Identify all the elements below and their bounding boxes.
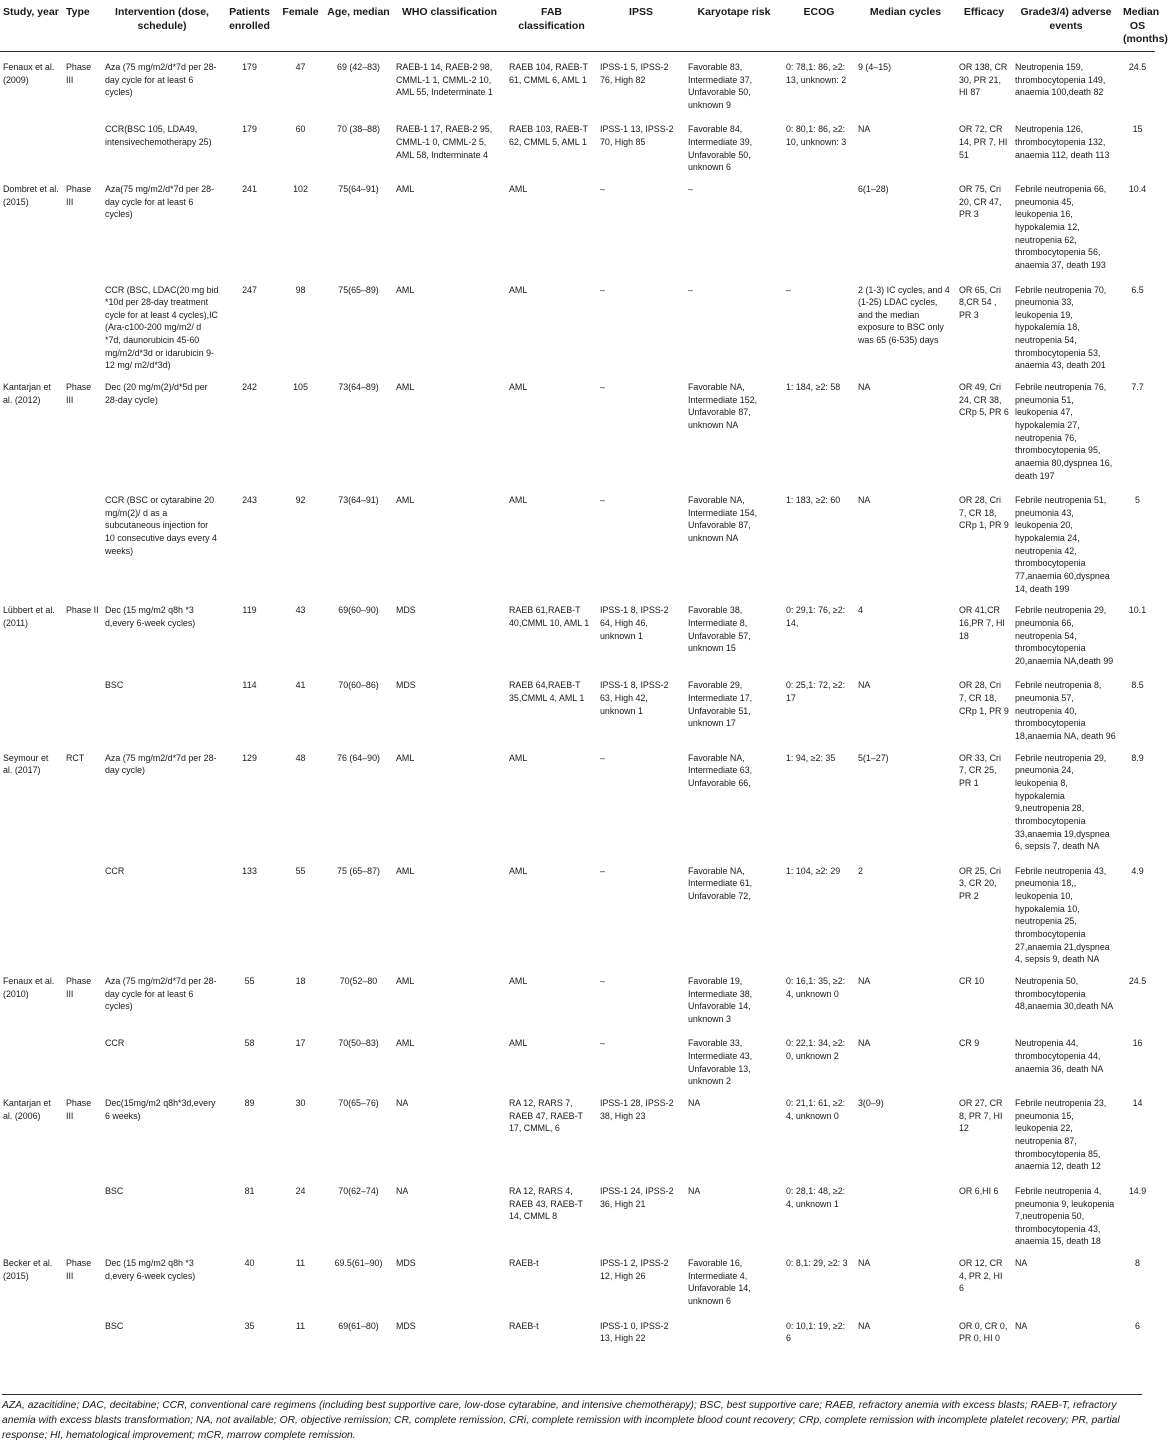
age-cell: 73(64–91)	[338, 495, 379, 506]
patients-cell: 119	[242, 605, 257, 616]
karyotype-cell: Favorable 84, Intermediate 39, Unfavorable 50, unknown 6	[688, 124, 753, 173]
cycles-cell: NA	[858, 1038, 871, 1049]
ecog-cell: 0: 28,1: 48, ≥2: 4, unknown 1	[786, 1185, 846, 1209]
intervention-cell: Dec (15 mg/m2 q8h *3 d,every 6-week cycles)	[105, 1258, 196, 1281]
header-age: Age, median	[324, 0, 393, 51]
median-os-cell: 24.5	[1128, 975, 1147, 986]
intervention-cell: CCR(BSC 105, LDA49, intensivechemotherapy 25)	[105, 124, 212, 148]
ipss-cell: –	[600, 752, 605, 763]
adverse-events-cell: NA	[1015, 1320, 1028, 1331]
fab-cell: AML	[509, 865, 528, 876]
table-row	[0, 966, 1155, 1026]
table-row	[0, 1248, 1155, 1308]
header-who: WHO classification	[393, 0, 506, 51]
median-os-cell: 10.1	[1128, 605, 1147, 616]
header-ecog: ECOG	[783, 0, 855, 51]
fab-cell: RAEB-t	[509, 1320, 539, 1331]
type-cell: RCT	[66, 752, 85, 763]
adverse-events-cell: Febrile neutropenia 76, pneumonia 51, leukopenia 47, hypokalemia 27, neutropenia 76, thrombocytopenia 95, anaemia 80,dyspnea 16, death 197	[1015, 382, 1113, 481]
patients-cell: 133	[242, 865, 257, 876]
cycles-cell: 5(1–27)	[858, 752, 889, 763]
study-cell	[0, 272, 63, 372]
intervention-cell: Aza(75 mg/m2/d*7d per 28-day cycle for at least 6 cycles)	[105, 184, 215, 220]
efficacy-cell: OR 28, Cri 7, CR 18, CRp 1, PR 9	[959, 495, 1009, 531]
ipss-cell: IPSS-1 5, IPSS-2 76, High 82	[600, 61, 669, 85]
ecog-cell: 0: 29,1: 76, ≥2: 14,	[786, 605, 846, 628]
table-row	[0, 595, 1155, 667]
intervention-cell: Dec (15 mg/m2 q8h *3 d,every 6-week cycles)	[105, 605, 196, 628]
efficacy-cell: OR 49, Cri 24, CR 38, CRp 5, PR 6	[959, 382, 1009, 418]
who-cell: AML	[396, 284, 415, 295]
header-type: Type	[63, 0, 102, 51]
age-cell: 70(65–76)	[338, 1098, 379, 1109]
header-cycles: Median cycles	[855, 0, 956, 51]
study-cell: Dombret et al. (2015)	[3, 184, 59, 207]
type-cell: Phase III	[66, 382, 92, 405]
patients-cell: 114	[242, 680, 257, 691]
type-cell	[63, 853, 102, 966]
type-cell: Phase II	[66, 605, 99, 616]
adverse-events-cell: Neutropenia 50, thrombocytopenia 48,anaemia 30,death NA	[1015, 975, 1114, 1012]
who-cell: MDS	[396, 1258, 416, 1269]
ecog-cell: 0: 10,1: 19, ≥2: 6	[786, 1320, 846, 1344]
fab-cell: AML	[509, 284, 528, 295]
study-cell	[0, 853, 63, 966]
median-os-cell: 7.7	[1131, 382, 1144, 393]
efficacy-cell: OR 41,CR 16,PR 7, HI 18	[959, 605, 1005, 641]
ecog-cell: 0: 21,1: 61, ≥2: 4, unknown 0	[786, 1098, 846, 1121]
table-body	[0, 51, 1155, 1349]
intervention-cell: BSC	[105, 1185, 124, 1196]
who-cell: NA	[396, 1185, 409, 1196]
study-cell: Seymour et al. (2017)	[3, 752, 49, 776]
fab-cell: AML	[509, 752, 528, 763]
study-cell	[0, 111, 63, 174]
header-fab: FAB classification	[506, 0, 597, 51]
who-cell: RAEB-1 17, RAEB-2 95, CMML-1 0, CMML-2 5, AML 58, Indterminate 4	[396, 124, 493, 160]
header-female: Female	[277, 0, 324, 51]
median-os-cell: 15	[1132, 124, 1143, 135]
karyotype-cell: NA	[688, 1098, 701, 1109]
age-cell: 73(64–89)	[338, 382, 379, 393]
cycles-cell: NA	[858, 1320, 871, 1331]
female-cell: 30	[295, 1098, 306, 1109]
median-os-cell: 14.9	[1128, 1185, 1147, 1196]
age-cell: 75 (65–87)	[337, 865, 380, 876]
fab-cell: AML	[509, 184, 528, 195]
efficacy-cell: OR 6,HI 6	[959, 1185, 999, 1196]
ecog-cell: 0: 80,1: 86, ≥2: 10, unknown: 3	[786, 124, 847, 148]
fab-cell: RAEB 104, RAEB-T 61, CMML 6, AML 1	[509, 61, 588, 85]
patients-cell: 243	[242, 495, 257, 506]
ecog-cell: 1: 94, ≥2: 35	[786, 752, 836, 763]
ecog-cell: 1: 184, ≥2: 58	[786, 382, 841, 393]
who-cell: RAEB-1 14, RAEB-2 98, CMML-1 1, CMML-2 10, AML 55, Indeterminate 1	[396, 61, 493, 98]
age-cell: 70(60–86)	[338, 680, 379, 691]
study-cell	[0, 667, 63, 742]
efficacy-cell: OR 27, CR 8, PR 7, HI 12	[959, 1098, 1003, 1134]
karyotype-cell: NA	[688, 1185, 701, 1196]
karyotype-cell	[685, 1308, 783, 1349]
female-cell: 18	[295, 975, 306, 986]
cycles-cell: NA	[858, 1258, 871, 1269]
adverse-events-cell: Febrile neutropenia 23, pneumonia 15, leukopenia 22, neutropenia 87, thrombocytopenia 85, anaemia 12, death 12	[1015, 1098, 1107, 1172]
patients-cell: 35	[244, 1320, 255, 1331]
adverse-events-cell: NA	[1015, 1258, 1028, 1269]
age-cell: 70(52–80	[339, 975, 378, 986]
ecog-cell: 0: 78,1: 86, ≥2: 13, unknown: 2	[786, 61, 847, 85]
table-row	[0, 1088, 1155, 1173]
intervention-cell: CCR (BSC, LDAC(20 mg bid *10d per 28-day treatment cycle for at least 4 cycles),IC (Ara-c100-200 mg/m2/ d *7d, daunorubicin 45-60 mg/m2/d*3d or idarubicin 9-12 mg/ m2/d*3d)	[105, 284, 219, 371]
header-intervention: Intervention (dose, schedule)	[102, 0, 222, 51]
efficacy-cell: OR 138, CR 30, PR 21, HI 87	[959, 61, 1008, 98]
median-os-cell: 24.5	[1128, 61, 1147, 72]
study-cell	[0, 482, 63, 595]
table-row	[0, 1308, 1155, 1349]
fab-cell: RAEB 61,RAEB-T 40,CMML 10, AML 1	[509, 605, 590, 628]
median-os-cell: 4.9	[1131, 865, 1144, 876]
ipss-cell: IPSS-1 8, IPSS-2 63, High 42, unknown 1	[600, 680, 669, 716]
female-cell: 17	[295, 1038, 306, 1049]
efficacy-cell: OR 12, CR 4, PR 2, HI 6	[959, 1258, 1003, 1294]
ecog-cell: 0: 8,1: 29, ≥2: 3	[786, 1258, 848, 1269]
karyotype-cell: Favorable 38, Intermediate 8, Unfavorable 57, unknown 15	[688, 605, 751, 654]
female-cell: 41	[295, 680, 306, 691]
table-row	[0, 743, 1155, 853]
intervention-cell: CCR	[105, 865, 125, 876]
fab-cell: AML	[509, 975, 528, 986]
cycles-cell: 6(1–28)	[858, 184, 889, 195]
ipss-cell: –	[600, 284, 605, 295]
ipss-cell: –	[600, 495, 605, 506]
header-patients: Patients enrolled	[222, 0, 277, 51]
female-cell: 92	[295, 495, 306, 506]
type-cell: Phase III	[66, 61, 92, 85]
fab-cell: RAEB 103, RAEB-T 62, CMML 5, AML 1	[509, 124, 588, 148]
cycles-cell: 2 (1-3) IC cycles, and 4 (1-25) LDAC cycles, and the median exposure to BSC only was 65 (6-535) days	[858, 284, 950, 346]
table-row	[0, 111, 1155, 174]
type-cell: Phase III	[66, 1098, 92, 1121]
karyotype-cell: –	[688, 184, 693, 195]
efficacy-cell: OR 72, CR 14, PR 7, HI 51	[959, 124, 1008, 160]
efficacy-cell: OR 25, Cri 3, CR 20, PR 2	[959, 865, 1001, 902]
study-cell: Fenaux et al. (2010)	[3, 975, 55, 999]
header-study: Study, year	[0, 0, 63, 51]
type-cell	[63, 1308, 102, 1349]
patients-cell: 179	[242, 61, 257, 72]
intervention-cell: Aza (75 mg/m2/d*7d per 28-day cycle for at least 6 cycles)	[105, 975, 217, 1012]
who-cell: AML	[396, 1038, 415, 1049]
patients-cell: 81	[244, 1185, 255, 1196]
efficacy-cell: OR 75, Cri 20, CR 47, PR 3	[959, 184, 1002, 220]
ecog-cell: 1: 183, ≥2: 60	[786, 495, 841, 506]
patients-cell: 179	[242, 124, 257, 135]
ecog-cell: –	[786, 284, 791, 295]
median-os-cell: 6	[1135, 1320, 1140, 1331]
type-cell	[63, 272, 102, 372]
type-cell: Phase III	[66, 184, 92, 207]
female-cell: 55	[295, 865, 306, 876]
karyotype-cell: Favorable NA, Intermediate 63, Unfavorable 66,	[688, 752, 753, 788]
cycles-cell: NA	[858, 124, 871, 135]
type-cell	[63, 1173, 102, 1248]
who-cell: AML	[396, 495, 415, 506]
age-cell: 69(60–90)	[338, 605, 379, 616]
cycles-cell: NA	[858, 680, 871, 691]
patients-cell: 247	[242, 284, 257, 295]
intervention-cell: Dec(15mg/m2 q8h*3d,every 6 weeks)	[105, 1098, 216, 1121]
adverse-events-cell: Neutropenia 126, thrombocytopenia 132, anaemia 112, death 113	[1015, 124, 1110, 160]
who-cell: MDS	[396, 1320, 416, 1331]
adverse-events-cell: Febrile neutropenia 29, pneumonia 66, neutropenia 54, thrombocytopenia 20,anaemia NA,death 99	[1015, 605, 1114, 666]
adverse-events-cell: Febrile neutropenia 29, pneumonia 24, leukopenia 8, hypokalemia 9,neutropenia 28, thrombocytopenia 33,anaemia 19,dyspnea 6, sepsis 7, death NA	[1015, 752, 1110, 852]
ipss-cell: IPSS-1 13, IPSS-2 70, High 85	[600, 124, 674, 148]
who-cell: MDS	[396, 605, 416, 616]
intervention-cell: Dec (20 mg/m(2)/d*5d per 28-day cycle)	[105, 382, 208, 405]
patients-cell: 129	[242, 752, 257, 763]
female-cell: 24	[295, 1185, 306, 1196]
karyotype-cell: Favorable 19, Intermediate 38, Unfavorable 14, unknown 3	[688, 975, 753, 1024]
who-cell: AML	[396, 865, 415, 876]
type-cell: Phase III	[66, 975, 92, 999]
female-cell: 98	[295, 284, 306, 295]
age-cell: 75(64–91)	[338, 184, 379, 195]
adverse-events-cell: Febrile neutropenia 70, pneumonia 33, leukopenia 19, hypokalemia 18, neutropenia 54, thrombocytopenia 53, anaemia 43, death 201	[1015, 284, 1107, 371]
who-cell: NA	[396, 1098, 409, 1109]
who-cell: MDS	[396, 680, 416, 691]
age-cell: 69.5(61–90)	[334, 1258, 383, 1269]
karyotype-cell: –	[688, 284, 693, 295]
type-cell	[63, 482, 102, 595]
intervention-cell: BSC	[105, 680, 124, 691]
karyotype-cell: Favorable NA, Intermediate 154, Unfavorable 87, unknown NA	[688, 495, 758, 544]
cycles-cell: 2	[858, 865, 863, 876]
type-cell: Phase III	[66, 1258, 92, 1281]
table-row	[0, 372, 1155, 482]
efficacy-cell: CR 10	[959, 975, 985, 986]
fab-cell: RAEB 64,RAEB-T 35,CMML 4, AML 1	[509, 680, 585, 704]
table-row	[0, 272, 1155, 372]
female-cell: 105	[293, 382, 308, 393]
age-cell: 70(50–83)	[338, 1038, 379, 1049]
fab-cell: RA 12, RARS 4, RAEB 43, RAEB-T 14, CMML 8	[509, 1185, 583, 1222]
cycles-cell	[855, 1173, 956, 1248]
intervention-cell: Aza (75 mg/m2/d*7d per 28-day cycle for at least 6 cycles)	[105, 61, 217, 98]
table-row	[0, 1173, 1155, 1248]
table-row	[0, 853, 1155, 966]
ipss-cell: IPSS-1 2, IPSS-2 12, High 26	[600, 1258, 669, 1281]
type-cell	[63, 667, 102, 742]
study-cell	[0, 1173, 63, 1248]
study-cell	[0, 1308, 63, 1349]
female-cell: 48	[295, 752, 306, 763]
age-cell: 69(61–80)	[338, 1320, 379, 1331]
who-cell: AML	[396, 975, 415, 986]
table-row	[0, 1025, 1155, 1088]
female-cell: 11	[295, 1258, 306, 1269]
who-cell: AML	[396, 184, 415, 195]
median-os-cell: 8.5	[1131, 680, 1144, 691]
female-cell: 102	[293, 184, 308, 195]
intervention-cell: BSC	[105, 1320, 124, 1331]
table-footnote: AZA, azacitidine; DAC, decitabine; CCR, conventional care regimens (including best supportive care, low-dose cytarabine, and intensive chemotherapy); BSC, best supportive care; RAEB, refractory anemia with excess blasts; RAEB-T, refractory anemia with excess blasts transformation; NA, not available; OR, objective remission; CR, complete remission, CRi, complete remission with incomplete blood count recovery; CRp, complete remission with incomplete platelet recovery; PR, partial response; HI, hematological improvement; mCR, marrow complete remission.	[2, 1394, 1142, 1444]
patients-cell: 241	[242, 184, 257, 195]
age-cell: 69 (42–83)	[337, 61, 380, 72]
study-cell: Fenaux et al. (2009)	[3, 61, 55, 85]
adverse-events-cell: Febrile neutropenia 66, pneumonia 45, leukopenia 16, hypokalemia 12, neutropenia 62, thrombocytopenia 56, anaemia 37, death 193	[1015, 184, 1107, 270]
table-row	[0, 667, 1155, 742]
female-cell: 43	[295, 605, 306, 616]
median-os-cell: 6.5	[1131, 284, 1144, 295]
karyotype-cell: Favorable 83, Intermediate 37, Unfavorable 50, unknown 9	[688, 61, 753, 110]
female-cell: 47	[295, 61, 306, 72]
intervention-cell: CCR (BSC or cytarabine 20 mg/m(2)/ d as a subcutaneous injection for 10 consecutive days every 4 weeks)	[105, 495, 217, 556]
adverse-events-cell: Febrile neutropenia 51, pneumonia 43, leukopenia 20, hypokalemia 24, neutropenia 42, thrombocytopenia 77,anaemia 60,dyspnea 14, death 199	[1015, 495, 1110, 594]
adverse-events-cell: Febrile neutropenia 43, pneumonia 18,, leukopenia 10, hypokalemia 10, neutropenia 25, thrombocytopenia 27,anaemia 21,dyspnea 4, sepsis 9, death NA	[1015, 865, 1110, 965]
karyotype-cell: Favorable NA, Intermediate 61, Unfavorable 72,	[688, 865, 753, 902]
who-cell: AML	[396, 382, 415, 393]
median-os-cell: 14	[1132, 1098, 1143, 1109]
age-cell: 70(62–74)	[338, 1185, 379, 1196]
ecog-cell: 0: 22,1: 34, ≥2: 0, unknown 2	[786, 1038, 846, 1062]
table-row	[0, 174, 1155, 271]
ecog-cell: 1: 104, ≥2: 29	[786, 865, 841, 876]
type-cell	[63, 111, 102, 174]
patients-cell: 40	[244, 1258, 255, 1269]
cycles-cell: NA	[858, 975, 871, 986]
study-cell: Kantarjan et al. (2006)	[3, 1098, 51, 1121]
cycles-cell: NA	[858, 382, 871, 393]
median-os-cell: 5	[1135, 495, 1140, 506]
median-os-cell: 8	[1135, 1258, 1140, 1269]
study-cell	[0, 1025, 63, 1088]
ipss-cell: IPSS-1 24, IPSS-2 36, High 21	[600, 1185, 674, 1209]
karyotype-cell: Favorable 33, Intermediate 43, Unfavorable 13, unknown 2	[688, 1038, 753, 1087]
ipss-cell: –	[600, 382, 605, 393]
efficacy-cell: CR 9	[959, 1038, 980, 1049]
fab-cell: AML	[509, 495, 528, 506]
age-cell: 70 (38–88)	[337, 124, 380, 135]
fab-cell: RA 12, RARS 7, RAEB 47, RAEB-T 17, CMML, 6	[509, 1098, 583, 1134]
ipss-cell: –	[600, 975, 605, 986]
header-karyotype: Karyotape risk	[685, 0, 783, 51]
ipss-cell: IPSS-1 8, IPSS-2 64, High 46, unknown 1	[600, 605, 669, 641]
median-os-cell: 8.9	[1131, 752, 1144, 763]
ipss-cell: IPSS-1 0, IPSS-2 13, High 22	[600, 1320, 669, 1344]
cycles-cell: 4	[858, 605, 863, 616]
adverse-events-cell: Febrile neutropenia 4, pneumonia 9, leukopenia 7,neutropenia 50, thrombocytopenia 43, anaemia 15, death 18	[1015, 1185, 1115, 1247]
ecog-cell	[783, 174, 855, 271]
cycles-cell: NA	[858, 495, 871, 506]
study-cell: Kantarjan et al. (2012)	[3, 382, 51, 405]
efficacy-cell: OR 0, CR 0, PR 0, HI 0	[959, 1320, 1008, 1344]
fab-cell: AML	[509, 1038, 528, 1049]
adverse-events-cell: Febrile neutropenia 8, pneumonia 57, neutropenia 40, thrombocytopenia 18,anaemia NA, death 96	[1015, 680, 1116, 742]
type-cell	[63, 1025, 102, 1088]
ecog-cell: 0: 25,1: 72, ≥2: 17	[786, 680, 846, 704]
efficacy-cell: OR 33, Cri 7, CR 25, PR 1	[959, 752, 1001, 788]
header-adverse-events: Grade3/4) adverse events	[1012, 0, 1120, 51]
age-cell: 76 (64–90)	[337, 752, 380, 763]
table-row	[0, 482, 1155, 595]
patients-cell: 89	[244, 1098, 255, 1109]
ipss-cell: IPSS-1 28, IPSS-2 38, High 23	[600, 1098, 674, 1121]
intervention-cell: CCR	[105, 1038, 125, 1049]
ipss-cell: –	[600, 865, 605, 876]
adverse-events-cell: Neutropenia 44, thrombocytopenia 44, anaemia 36, death NA	[1015, 1038, 1104, 1074]
ipss-cell: –	[600, 184, 605, 195]
study-cell: Becker et al. (2015)	[3, 1258, 53, 1281]
header-row	[0, 0, 1155, 51]
female-cell: 60	[295, 124, 306, 135]
header-efficacy: Efficacy	[956, 0, 1012, 51]
table-row	[0, 51, 1155, 111]
cycles-cell: 3(0–9)	[858, 1098, 884, 1109]
ipss-cell: –	[600, 1038, 605, 1049]
patients-cell: 242	[242, 382, 257, 393]
study-cell: Lübbert et al. (2011)	[3, 605, 55, 628]
fab-cell: RAEB-t	[509, 1258, 539, 1269]
intervention-cell: Aza (75 mg/m2/d*7d per 28-day cycle)	[105, 752, 217, 776]
patients-cell: 55	[244, 975, 255, 986]
header-ipss: IPSS	[597, 0, 685, 51]
header-median-os: Median OS (months)	[1120, 0, 1155, 51]
efficacy-cell: OR 28, Cri 7, CR 18, CRp 1, PR 9	[959, 680, 1009, 716]
median-os-cell: 10.4	[1128, 184, 1147, 195]
fab-cell: AML	[509, 382, 528, 393]
adverse-events-cell: Neutropenia 159, thrombocytopenia 149, anaemia 100,death 82	[1015, 61, 1106, 98]
efficacy-cell: OR 65, Cri 8,CR 54 , PR 3	[959, 284, 1001, 320]
age-cell: 75(65–89)	[338, 284, 379, 295]
who-cell: AML	[396, 752, 415, 763]
female-cell: 11	[295, 1320, 306, 1331]
karyotype-cell: Favorable 29, Intermediate 17, Unfavorable 51, unknown 17	[688, 680, 753, 729]
cycles-cell: 9 (4–15)	[858, 61, 892, 72]
karyotype-cell: Favorable NA, Intermediate 152, Unfavorable 87, unknown NA	[688, 382, 758, 430]
ecog-cell: 0: 16,1: 35, ≥2: 4, unknown 0	[786, 975, 846, 999]
patients-cell: 58	[244, 1038, 255, 1049]
karyotype-cell: Favorable 16, Intermediate 4, Unfavorable 14, unknown 6	[688, 1258, 751, 1307]
median-os-cell: 16	[1132, 1038, 1143, 1049]
